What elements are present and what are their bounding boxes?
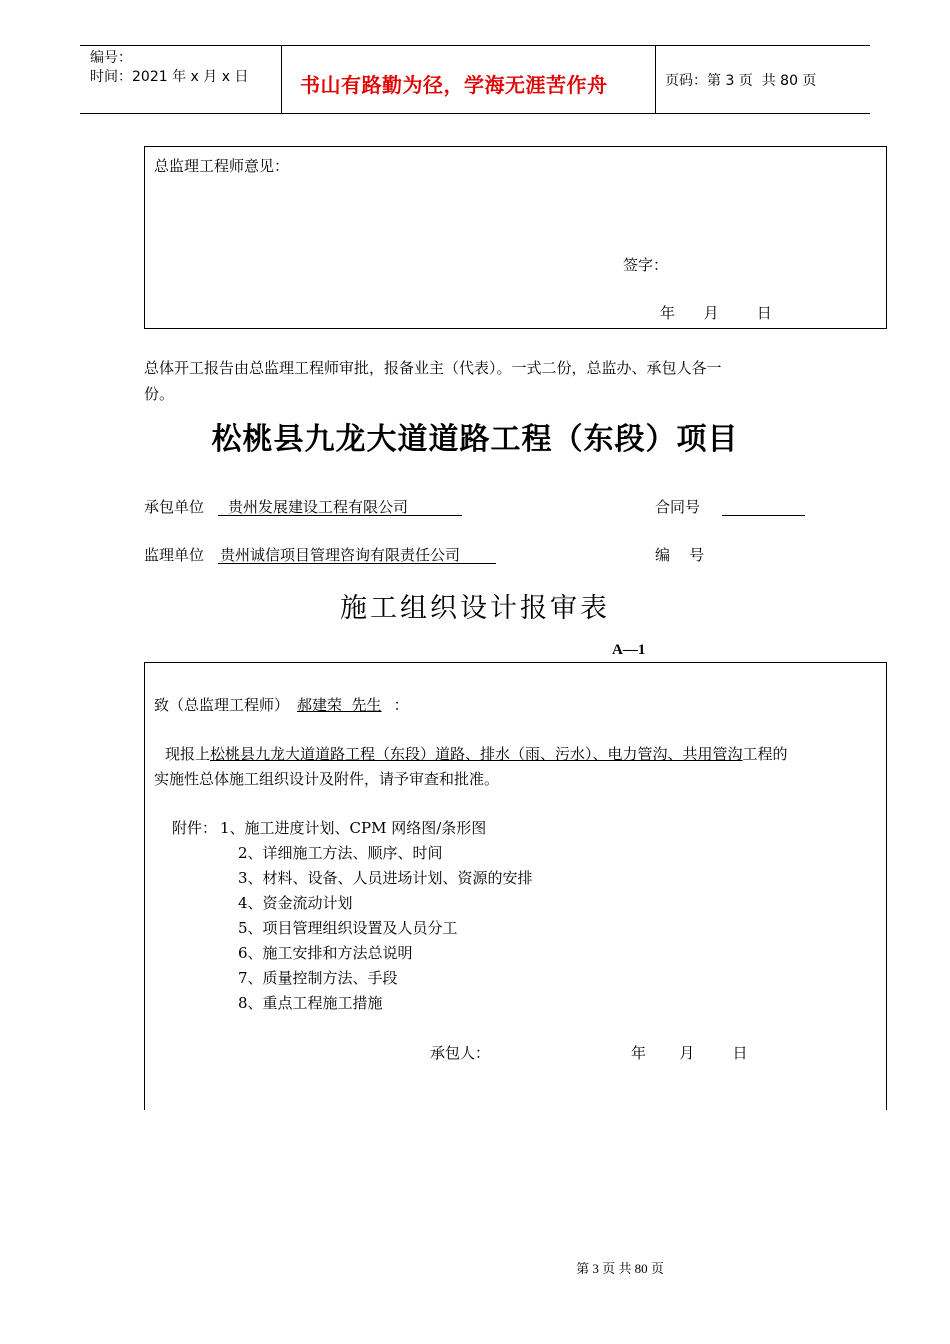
submission-suffix: 工程的	[742, 745, 788, 763]
header-top-rule	[80, 45, 870, 46]
submission-line1	[165, 744, 788, 764]
header-bottom-rule	[80, 113, 870, 114]
project-title: 松桃县九龙大道道路工程（东段）项目	[211, 422, 739, 457]
form-box	[144, 662, 887, 1110]
supervisor-value	[218, 545, 496, 564]
approval-note-line1: 总体开工报告由总监理工程师审批，报备业主（代表）。一式二份，总监办、承包人各一	[144, 359, 722, 377]
attachment-item: 7、质量控制方法、手段	[238, 969, 398, 987]
addressee-line	[154, 695, 409, 715]
attachment-item: 4、资金流动计划	[238, 894, 353, 912]
header-divider-left	[281, 45, 282, 113]
contractor-value-text: 贵州发展建设工程有限公司	[228, 498, 409, 516]
addressee-prefix: 致（总监理工程师）	[154, 696, 290, 714]
header-page-number: 页码：第 3 页 共 80 页	[665, 73, 817, 89]
addressee-suffix: ：	[393, 696, 409, 714]
contractor-signature-label: 承包人：	[430, 1044, 491, 1062]
attachment-item: 2、详细施工方法、顺序、时间	[238, 844, 443, 862]
contractor-date-label: 年 月 日	[631, 1044, 748, 1062]
chief-signature-label: 签字：	[623, 256, 669, 274]
submission-line2: 实施性总体施工组织设计及附件，请予审查和批准。	[154, 770, 500, 788]
chief-opinion-label: 总监理工程师意见：	[154, 157, 290, 175]
form-code: A—1	[612, 642, 646, 658]
supervisor-label: 监理单位	[144, 546, 205, 564]
supervisor-value-text: 贵州诚信项目管理咨询有限责任公司	[220, 546, 461, 564]
number-label: 编 号	[655, 546, 705, 564]
contract-number-blank	[722, 500, 805, 516]
attachment-item: 3、材料、设备、人员进场计划、资源的安排	[238, 869, 533, 887]
header-time: 时间：2021 年 x 月 x 日	[90, 69, 249, 85]
header-code: 编号：	[90, 50, 132, 66]
attachment-item: 1、施工进度计划、CPM 网络图/条形图	[220, 819, 487, 837]
chief-date-label: 年 月 日	[660, 304, 772, 322]
addressee-name: 郝建荣 先生	[297, 696, 382, 714]
attachments-label: 附件：	[172, 819, 218, 837]
contractor-label: 承包单位	[144, 498, 205, 516]
submission-project: 松桃县九龙大道道路工程（东段）道路、排水（雨、污水）、电力管沟、共用管沟	[210, 745, 743, 763]
attachment-item: 5、项目管理组织设置及人员分工	[238, 919, 458, 937]
form-title: 施工组织设计报审表	[340, 593, 610, 624]
header-divider-right	[655, 45, 656, 113]
attachment-item: 8、重点工程施工措施	[238, 994, 383, 1012]
attachment-item: 6、施工安排和方法总说明	[238, 944, 413, 962]
chief-opinion-box	[144, 146, 887, 329]
header-motto: 书山有路勤为径，学海无涯苦作舟	[300, 73, 608, 97]
footer-page-number: 第 3 页 共 80 页	[576, 1261, 664, 1276]
contract-number-label: 合同号	[655, 498, 701, 516]
contractor-value	[218, 497, 462, 516]
submission-prefix: 现报上	[165, 745, 211, 763]
approval-note-line2: 份。	[144, 385, 175, 403]
